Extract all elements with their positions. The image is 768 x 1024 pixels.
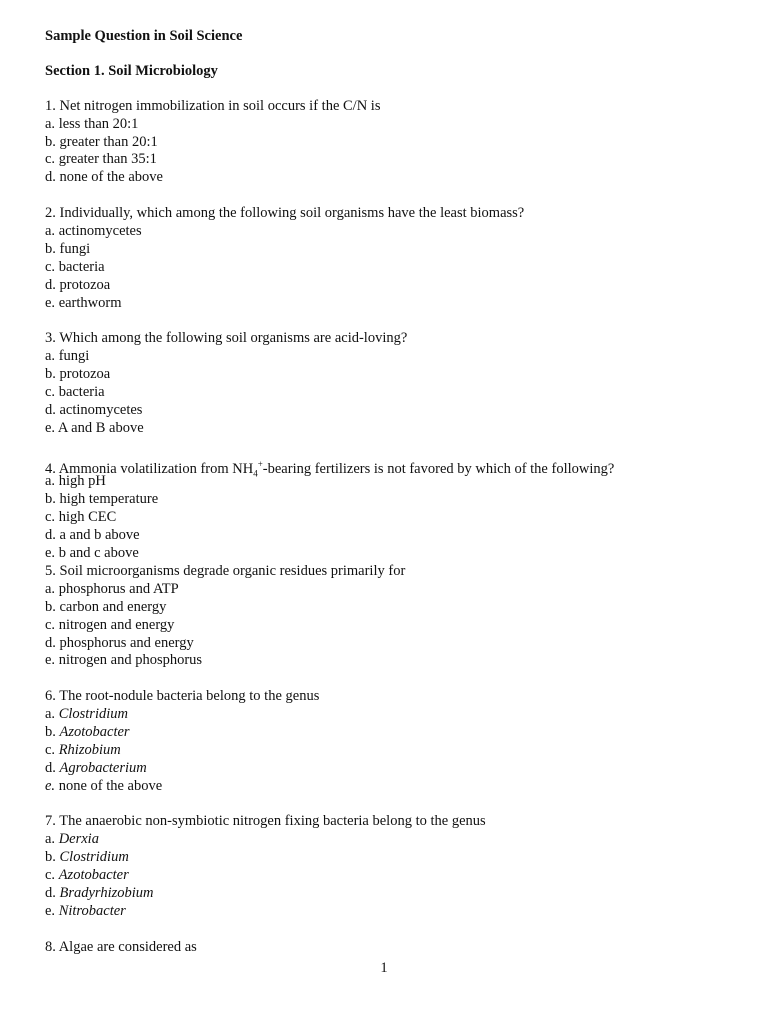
option: e. nitrogen and phosphorus — [45, 652, 203, 669]
option: a. phosphorus and ATP — [45, 580, 179, 597]
option: d. Agrobacterium — [45, 759, 147, 776]
option: a. actinomycetes — [45, 223, 142, 240]
question-stem: 5. Soil microorganisms degrade organic residues primarily for — [45, 562, 406, 579]
option: e. none of the above — [45, 777, 163, 794]
question-stem: 6. The root-nodule bacteria belong to the genus — [45, 688, 320, 705]
option: b. carbon and energy — [45, 598, 167, 615]
option: c. bacteria — [45, 258, 105, 275]
option: d. protozoa — [45, 276, 111, 293]
question-1 — [45, 98, 745, 187]
option: e. earthworm — [45, 294, 122, 311]
option: c. nitrogen and energy — [45, 616, 175, 633]
question-7 — [45, 813, 745, 920]
superscript: + — [257, 458, 263, 469]
question-stem: 8. Algae are considered as — [45, 938, 197, 955]
option: b. high temperature — [45, 491, 159, 508]
option: e. Nitrobacter — [45, 902, 126, 919]
option: a. Derxia — [45, 831, 99, 848]
option: d. none of the above — [45, 169, 163, 186]
question-stem: 4. Ammonia volatilization from $NH_4^+$-bearing fertilizers is not favored by which of the following? — [45, 458, 615, 479]
option: a. fungi — [45, 348, 90, 365]
section-heading: Section 1. Soil Microbiology — [45, 62, 218, 79]
option: d. phosphorus and energy — [45, 634, 194, 651]
document-content — [45, 28, 745, 957]
question-3 — [45, 330, 745, 437]
question-stem: 1. Net nitrogen immobilization in soil occurs if the C/N is — [45, 97, 381, 114]
option: a. less than 20:1 — [45, 115, 139, 132]
option: c. greater than 35:1 — [45, 151, 157, 168]
option: a. high pH — [45, 473, 106, 490]
option: b. fungi — [45, 240, 91, 257]
option: d. actinomycetes — [45, 401, 143, 418]
option: c. Rhizobium — [45, 741, 121, 758]
option: e. A and B above — [45, 419, 144, 436]
option: d. Bradyrhizobium — [45, 884, 154, 901]
question-5 — [45, 563, 745, 670]
question-8 — [45, 939, 745, 957]
option: b. greater than 20:1 — [45, 133, 158, 150]
option: b. protozoa — [45, 366, 111, 383]
question-stem: 3. Which among the following soil organisms are acid-loving? — [45, 330, 408, 347]
option: c. Azotobacter — [45, 867, 129, 884]
option: a. Clostridium — [45, 706, 128, 723]
question-stem: 7. The anaerobic non-symbiotic nitrogen fixing bacteria belong to the genus — [45, 813, 486, 830]
option: b. Azotobacter — [45, 723, 130, 740]
option: d. a and b above — [45, 527, 140, 544]
option: c. high CEC — [45, 509, 117, 526]
option: e. b and c above — [45, 545, 139, 562]
option: c. bacteria — [45, 384, 105, 401]
question-4 — [45, 456, 745, 563]
option: b. Clostridium — [45, 849, 129, 866]
question-2 — [45, 205, 745, 312]
page-number: 1 — [380, 960, 388, 976]
question-stem: 2. Individually, which among the following soil organisms have the least biomass? — [45, 205, 525, 222]
subscript: 4 — [253, 468, 258, 479]
document-title: Sample Question in Soil Science — [45, 28, 243, 44]
question-6 — [45, 688, 745, 795]
